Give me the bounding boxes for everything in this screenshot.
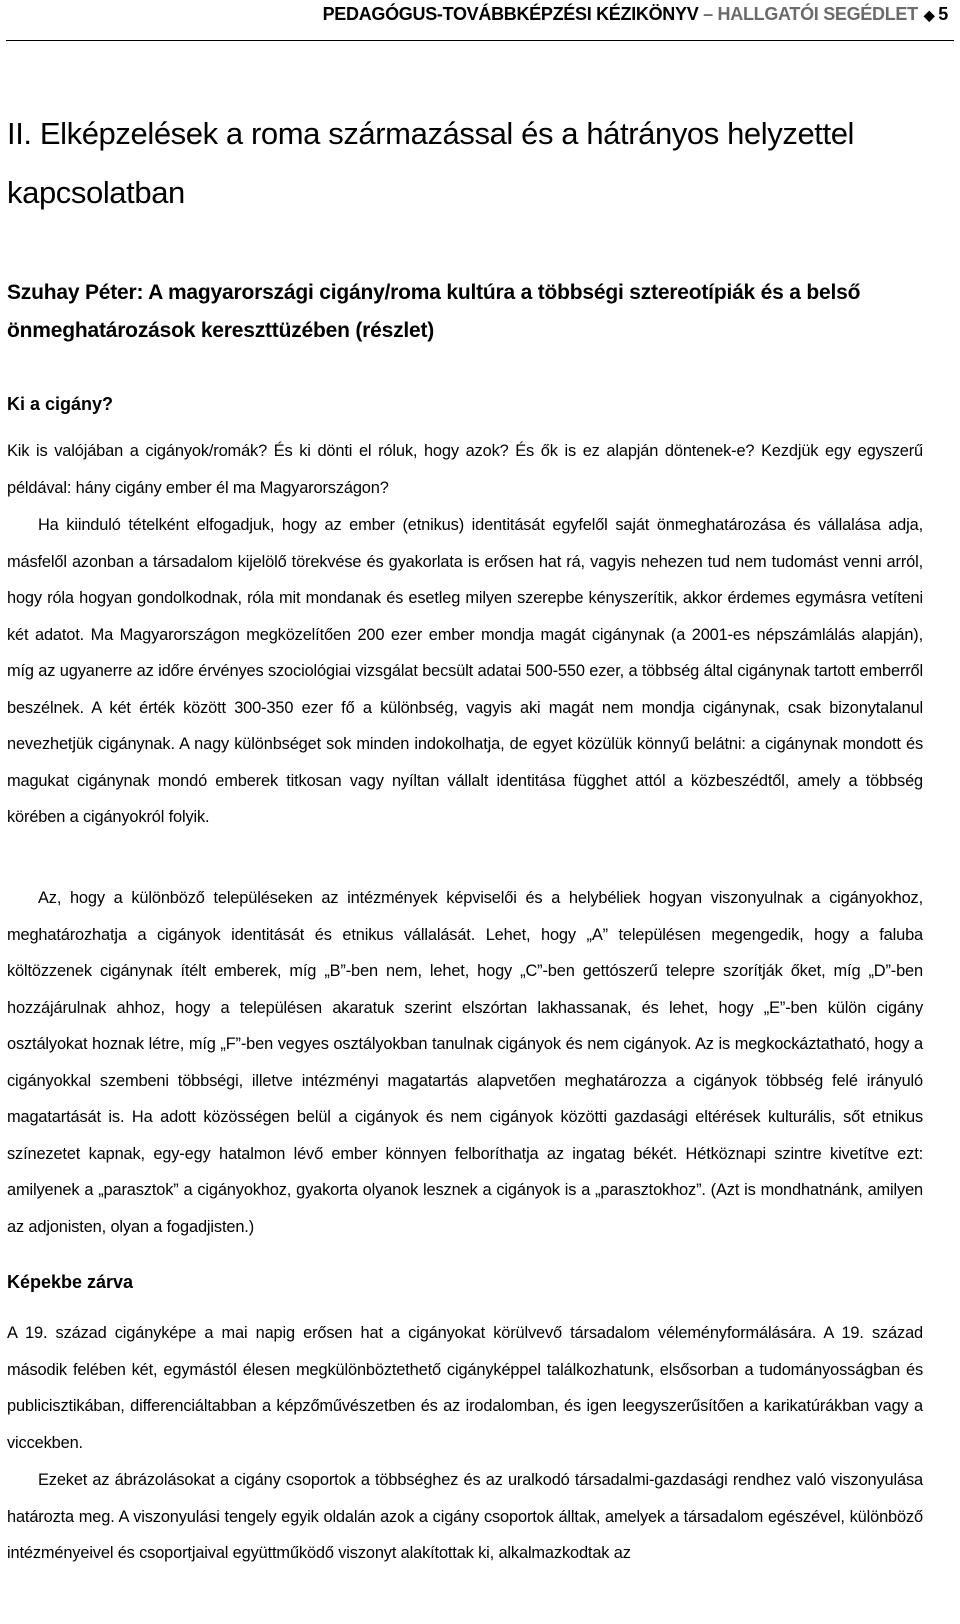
diamond-icon: ◆: [923, 7, 935, 23]
paragraph-settlements: Az, hogy a különböző településeken az intézmények képviselői és a helybéliek hogyan viszonyulnak a cigányokhoz, meghatározhatja a cigányok identitását és etnikus vállalását. Lehet, hogy „A” településen megengedik, hogy a faluba költözzenek cigánynak ítélt emberek, míg „B”-ben nem, lehet, hogy „C”-ben gettószerű telepre szorítják őket, míg „D”-ben hozzájárulnak ahhoz, hogy a településen akaratuk szerint elszórtan lakhassanak, és lehet, hogy „E”-ben külön cigány osztályokat hoznak létre, míg „F”-ben vegyes osztályokban tanulnak cigányok és nem cigányok. Az is megkockáztatható, hogy a cigányokkal szembeni többségi, illetve intézményi magatartás alapvetően meghatározza a cigányok többség felé irányuló magatartását is. Ha adott közösségen belül a cigányok és nem cigányok közötti gazdasági eltérések kulturális, sőt etnikus színezetet kapnak, egy-egy hatalmon lévő ember könnyen felboríthatja az ingatag békét. Hétköznapi szintre kivetítve ezt: amilyenek a „parasztok” a cigányokhoz, gyakorta olyanok lesznek a cigányok is a „parasztokhoz”. (Azt is mondhatnánk, amilyen az adjonisten, olyan a fogadjisten.): [7, 889, 923, 1236]
header-subtitle: HALLGATÓI SEGÉDLET: [717, 4, 918, 24]
paragraph-identity: Ha kiinduló tételként elfogadjuk, hogy az ember (etnikus) identitását egyfelől saját önmeghatározása és vállalása adja, másfelől azonban a társadalom kijelölő törekvése és gyakorlata is erősen hat rá, vagyis nehezen tud nem tudomást venni arról, hogy róla hogyan gondolkodnak, róla mit mondanak és esetleg milyen szerepbe kényszerítik, akkor érdemes egymásra vetíteni két adatot. Ma Magyarországon megközelítően 200 ezer ember mondja magát cigánynak (a 2001-es népszámlálás alapján), míg az ugyanerre az időre érvényes szociológiai vizsgálat becsült adatai 500-550 ezer, a többség által cigánynak tartott emberről beszélnek. A két érték között 300-350 ezer fő a különbség, vagyis aki magát nem mondja cigánynak, csak bizonytalanul nevezhetjük cigánynak. A nagy különbséget sok minden indokolhatja, de egyet közülük könnyű belátni: a cigánynak mondott és magukat cigánynak mondó emberek titkosan vagy nyíltan vállalt identitása függhet attól a közbeszédtől, amely a többség körében a cigányokról folyik.: [7, 516, 923, 826]
header-rule: [6, 40, 954, 41]
paragraph-19th-century: A 19. század cigányképe a mai napig erősen hat a cigányokat körülvevő társadalom véleményformálására. A 19. század második felében két, egymástól élesen megkülönböztethető cigányképpel találkozhatunk, elsősorban a tudományosságban és publicisztikában, differenciáltabban a képzőművészetben és az irodalomban, és igen leegyszerűsítően a karikatúrákban vagy a viccekben.: [7, 1324, 923, 1452]
header-title: PEDAGÓGUS-TOVÁBBKÉPZÉSI KÉZIKÖNYV: [322, 4, 699, 24]
section-heading-ki-a-cigany: Ki a cigány?: [7, 394, 114, 414]
section-heading-kepekbe-zarva: Képekbe zárva: [7, 1272, 134, 1292]
article-title: Szuhay Péter: A magyarországi cigány/roma kultúra a többségi sztereotípiák és a belső önmeghatározások kereszttüzében (részlet): [7, 281, 861, 342]
header-dash: –: [698, 4, 718, 24]
paragraph-depictions: Ezeket az ábrázolásokat a cigány csoportok a többséghez és az uralkodó társadalmi-gazdasági rendhez való viszonyulása határozta meg. A viszonyulási tengely egyik oldalán azok a cigány csoportok álltak, amelyek a társadalom egészével, különböző intézményeivel és csoportjaival együttműködő viszonyt alakítottak ki, alkalmazkodtak az: [7, 1471, 923, 1562]
running-header: [12, 4, 948, 25]
paragraph-intro: Kik is valójában a cigányok/romák? És ki dönti el róluk, hogy azok? És ők is ez alapján döntenek-e? Kezdjük egy egyszerű példával: hány cigány ember él ma Magyarországon?: [7, 442, 923, 497]
page-number: 5: [938, 4, 948, 24]
chapter-title: II. Elképzelések a roma származással és a hátrányos helyzettel kapcsolatban: [7, 116, 855, 210]
